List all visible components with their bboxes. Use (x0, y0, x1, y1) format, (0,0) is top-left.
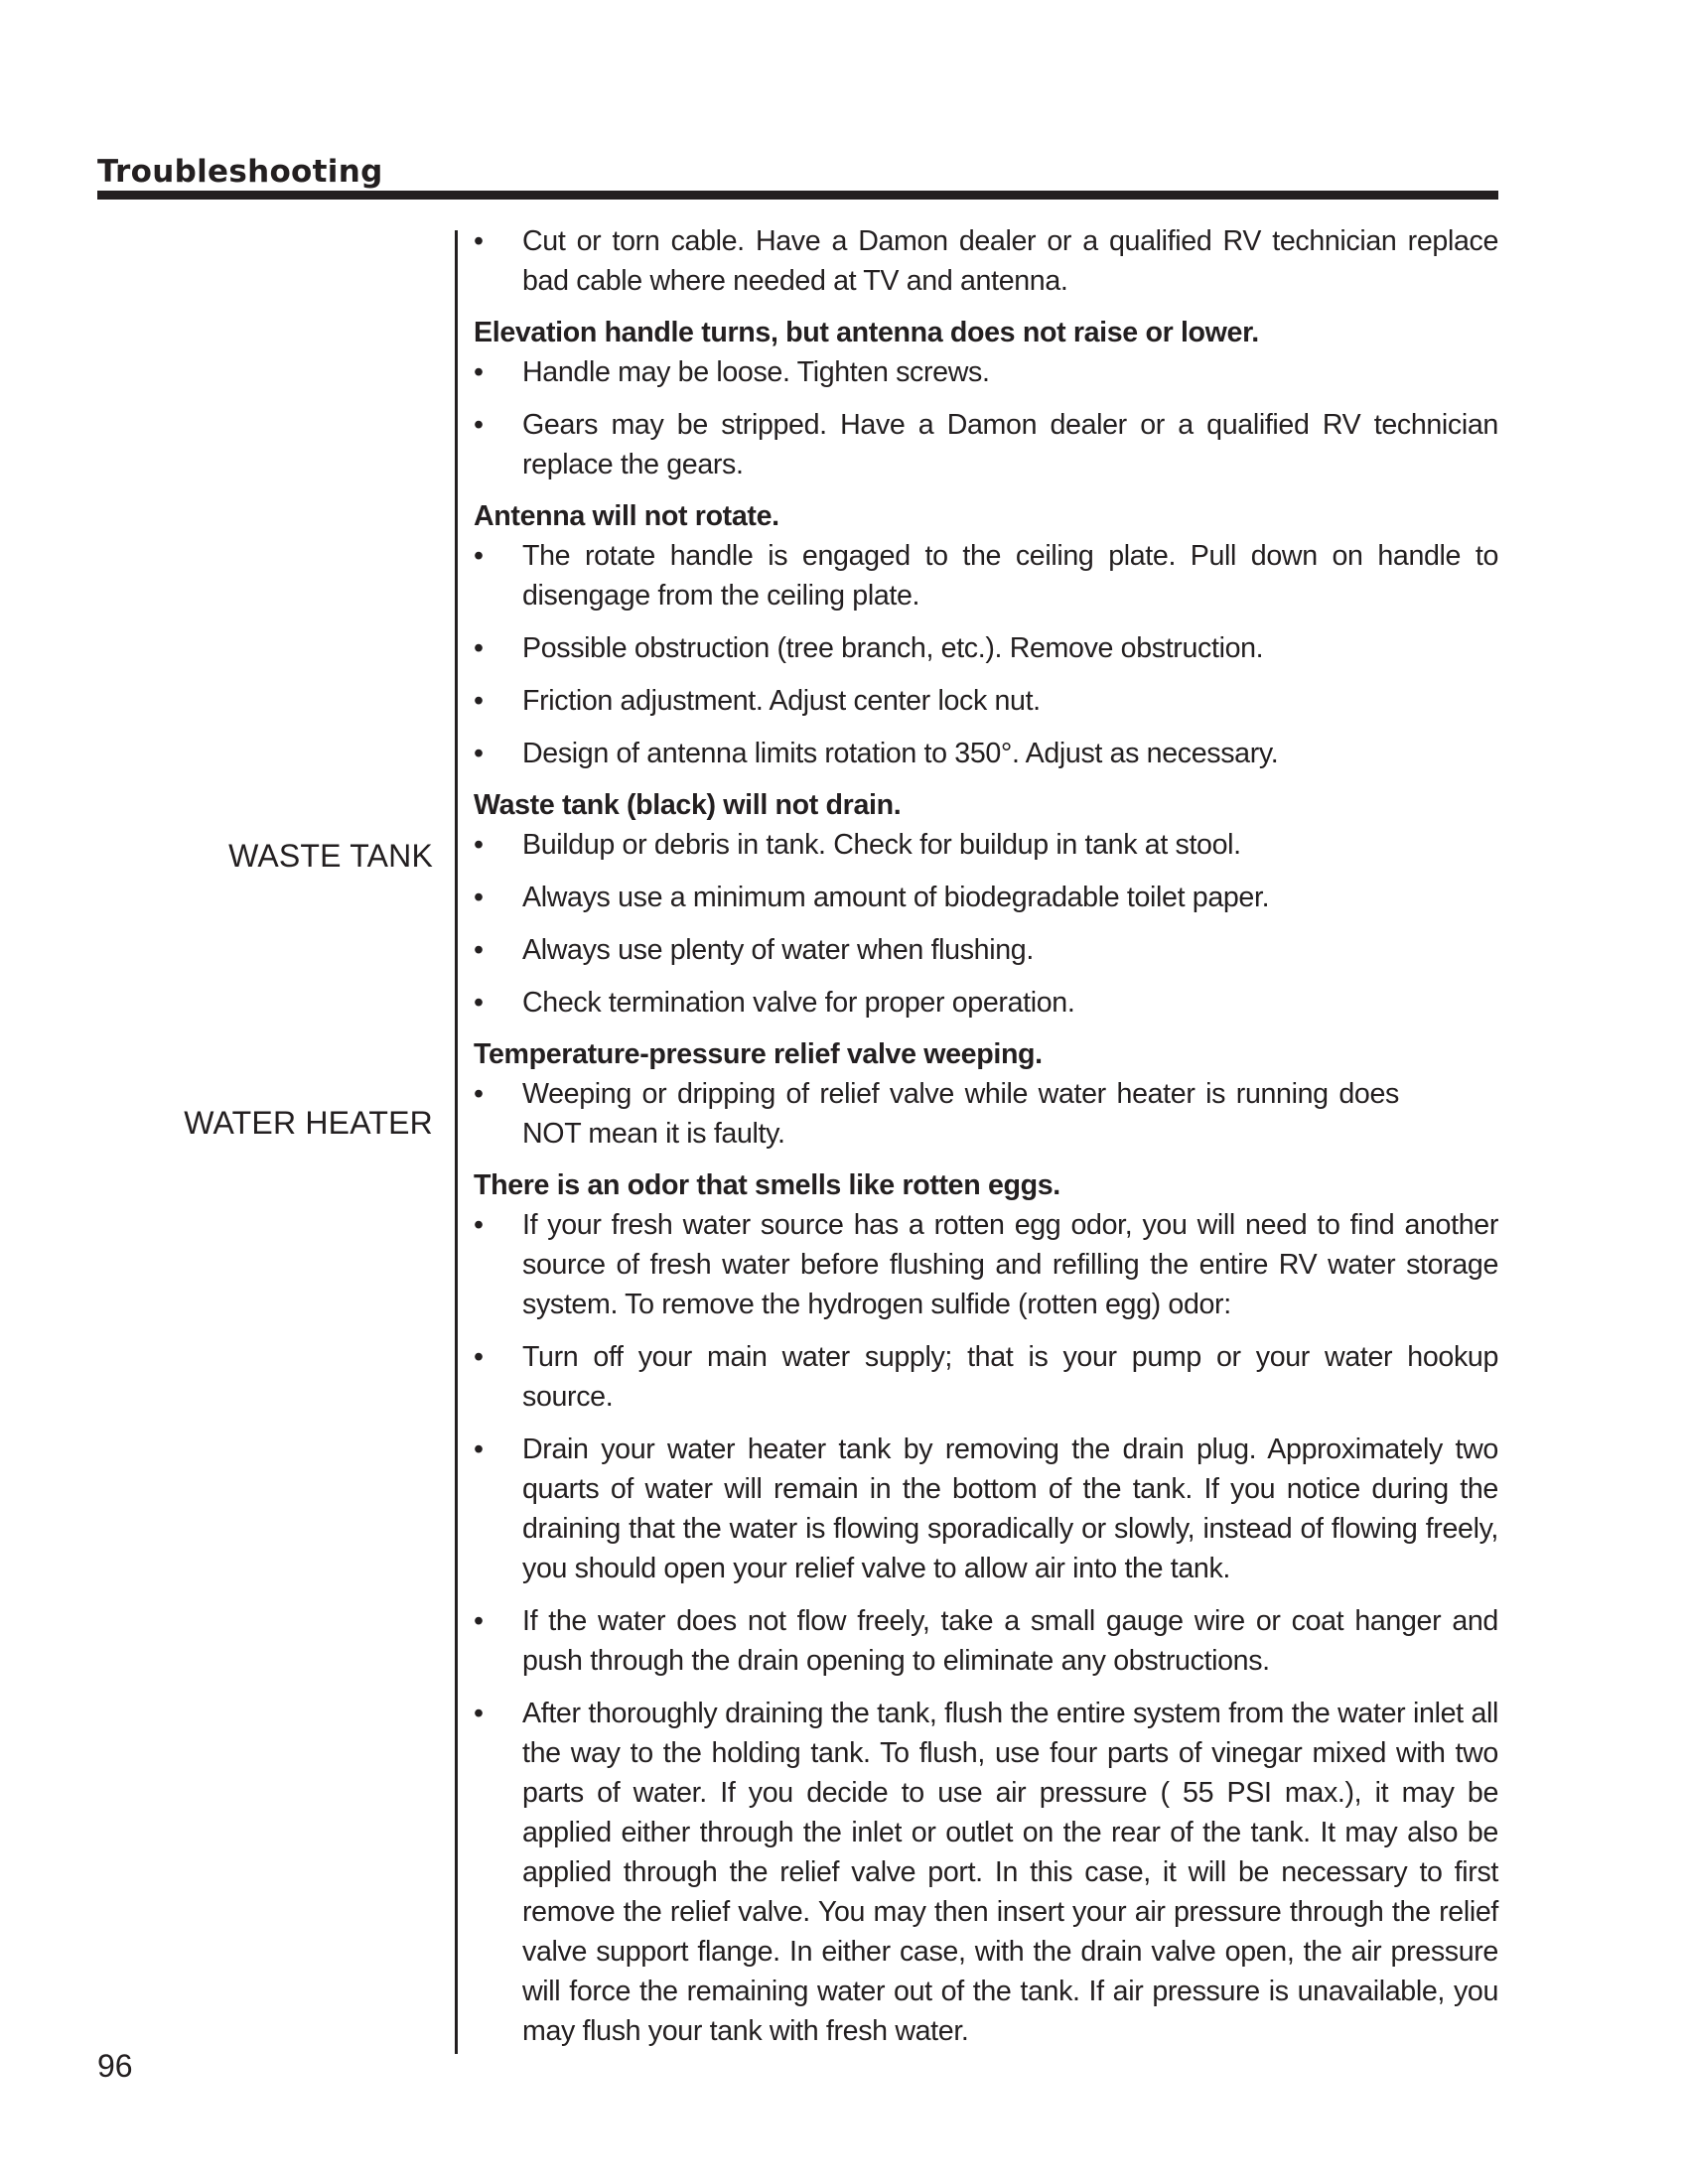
title-rule (97, 191, 1498, 200)
bullet-icon: • (474, 356, 484, 388)
bullet-icon: • (474, 934, 484, 966)
side-label-water-heater: WATER HEATER (184, 1105, 433, 1141)
side-label-waste-tank: WASTE TANK (228, 838, 433, 874)
list-item-text: Always use plenty of water when flushing. (522, 934, 1034, 966)
list-item (474, 1337, 1498, 1417)
list-item-text: Design of antenna limits rotation to 350°. Adjust as necessary. (522, 738, 1279, 769)
list-item (474, 1074, 1498, 1154)
bullet-icon: • (474, 1605, 484, 1637)
column-divider (455, 230, 458, 2054)
section-rotate (474, 496, 1498, 773)
list-item (474, 1430, 1498, 1588)
list-item-text: Weeping or dripping of relief valve while water heater is running does NOT mean it is faulty. (522, 1078, 1399, 1150)
list-item (474, 405, 1498, 484)
list-item-text: Friction adjustment. Adjust center lock nut. (522, 685, 1041, 717)
section-heading: Temperature-pressure relief valve weeping. (474, 1038, 1043, 1070)
list-item-text: Possible obstruction (tree branch, etc.). Remove obstruction. (522, 632, 1264, 664)
list-item (474, 536, 1498, 615)
bullet-icon: • (474, 409, 484, 441)
section-elevation (474, 313, 1498, 484)
section-relief-valve (474, 1034, 1498, 1154)
list-item (474, 983, 1498, 1023)
bullet-icon: • (474, 1078, 484, 1110)
section-cable (474, 221, 1498, 301)
section-heading: Waste tank (black) will not drain. (474, 789, 902, 821)
list-item (474, 1601, 1498, 1681)
bullet-icon: • (474, 882, 484, 913)
list-item (474, 1694, 1498, 2051)
bullet-icon: • (474, 632, 484, 664)
list-item (474, 734, 1498, 773)
bullet-icon: • (474, 1209, 484, 1241)
list-item-text: If your fresh water source has a rotten egg odor, you will need to find another source of fresh water before flushing and refilling the entire RV water storage system. To remove the hydrogen sulfide (rotten egg) odor: (522, 1209, 1498, 1320)
section-title: Troubleshooting (97, 154, 383, 190)
main-content (474, 221, 1498, 2063)
bullet-icon: • (474, 1341, 484, 1373)
list-item-text: Always use a minimum amount of biodegradable toilet paper. (522, 882, 1270, 913)
list-item (474, 930, 1498, 970)
list-item (474, 628, 1498, 668)
page-number: 96 (97, 2048, 133, 2084)
list-item (474, 221, 1498, 301)
section-heading: There is an odor that smells like rotten eggs. (474, 1169, 1060, 1201)
bullet-icon: • (474, 829, 484, 861)
bullet-icon: • (474, 225, 484, 257)
list-item-text: Handle may be loose. Tighten screws. (522, 356, 990, 388)
list-item (474, 825, 1498, 865)
list-item-text: Buildup or debris in tank. Check for buildup in tank at stool. (522, 829, 1241, 861)
list-item-text: Drain your water heater tank by removing the drain plug. Approximately two quarts of water will remain in the bottom of the tank. If you notice during the draining that the water is flowing sporadically or slowly, instead of flowing freely, you should open your relief valve to allow air into the tank. (522, 1433, 1498, 1584)
bullet-icon: • (474, 1433, 484, 1465)
bullet-icon: • (474, 1698, 484, 1729)
list-item-text: Cut or torn cable. Have a Damon dealer or a qualified RV technician replace bad cable where needed at TV and antenna. (522, 225, 1498, 297)
list-item (474, 352, 1498, 392)
list-item-text: If the water does not flow freely, take a small gauge wire or coat hanger and push through the drain opening to eliminate any obstructions. (522, 1605, 1498, 1677)
section-waste-tank (474, 785, 1498, 1023)
bullet-icon: • (474, 987, 484, 1019)
section-heading: Elevation handle turns, but antenna does not raise or lower. (474, 317, 1259, 348)
bullet-icon: • (474, 685, 484, 717)
section-odor (474, 1165, 1498, 2051)
list-item-text: Gears may be stripped. Have a Damon dealer or a qualified RV technician replace the gears. (522, 409, 1498, 480)
bullet-icon: • (474, 540, 484, 572)
section-heading: Antenna will not rotate. (474, 500, 779, 532)
list-item-text: After thoroughly draining the tank, flush the entire system from the water inlet all the way to the holding tank. To flush, use four parts of vinegar mixed with two parts of water. If you decide to use air pressure ( 55 PSI max.), it may be applied either through the inlet or outlet on the rear of the tank. It may also be applied through the relief valve port. In this case, it will be necessary to first remove the relief valve. You may then insert your air pressure through the relief valve support flange. In either case, with the drain valve open, the air pressure will force the remaining water out of the tank. If air pressure is unavailable, you may flush your tank with fresh water. (522, 1698, 1498, 2047)
list-item (474, 878, 1498, 917)
list-item-text: Turn off your main water supply; that is your pump or your water hookup source. (522, 1341, 1498, 1413)
list-item-text: The rotate handle is engaged to the ceiling plate. Pull down on handle to disengage from the ceiling plate. (522, 540, 1498, 612)
list-item (474, 681, 1498, 721)
list-item-text: Check termination valve for proper operation. (522, 987, 1075, 1019)
bullet-icon: • (474, 738, 484, 769)
list-item (474, 1205, 1498, 1324)
